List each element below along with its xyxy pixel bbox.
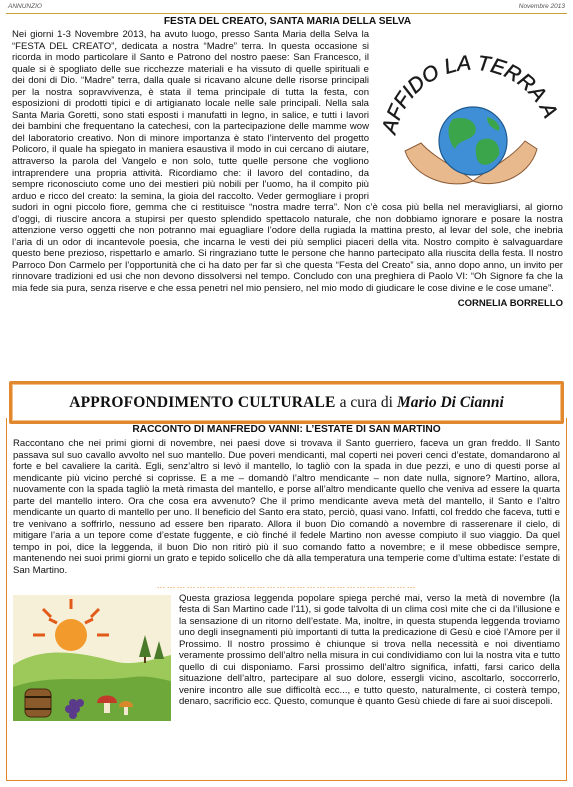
paragraph-1: Raccontano che nei primi giorni di novembre, nei paesi dove si trovava il Santo guerriero, faceva un gran freddo. Il Santo passava sul suo cavallo avvolto nel suo mantello. Due poveri mendicanti, mal coperti nei poveri cenci d’estate, domandarono al forte e bel cavaliere la carità. Egli, senz’altro si levò il mantello, lo tagliò con la spada in due pezzi, e uno di questi porse al mendicante più vicino perché si coprisse. E a me – domandò l’altro mendicante – non date nulla, signore? Martino, allora, nuovamente con la spada tagliò la metà rimasta del mantello, e porse all’altro mendicante quello che veniva ad essere la quarta parte del mantello intero. Ora che cosa era avvenuto? Che il primo mendicante aveva metà del mantello, il Santo e l’altro mendicante un quarto di mantello per uno. Il beneficio del Santo era stato, perciò, quasi vano. Infatti, col freddo che faceva, tutti e tre venivano a soffrirlo, nessuno ad essere ben riparato. Allora il buon Dio comandò a novembre di rasserenare il cielo, di mitigare l’aria a un tepore come d’estate fuggente, e ciò finché il fedele Martino non avesse compiuto il suo viaggio. Da quel tempo in poi, dice la leggenda, il buon Dio non ritirò più il suo comando fatto a novembre; e il mese obbedisce sempre, mantenendo nei suoi primi giorni un grato e tepido solicello che dà alla temperatura una temperie come d’ultima estate: l’estate di San Martino. (13, 438, 560, 577)
barrel-icon (25, 689, 51, 717)
article-body (12, 29, 563, 295)
article-estate-san-martino (6, 418, 567, 781)
article-body (13, 438, 560, 708)
banner-author: Mario Di Cianni (396, 393, 504, 411)
page-header (6, 3, 567, 14)
article-title: FESTA DEL CREATO, SANTA MARIA DELLA SELVA (163, 16, 412, 27)
header-left-label: ANNUNZIO (8, 3, 42, 10)
article-signature: CORNELIA BORRELLO (457, 297, 563, 309)
article-body-text: Nei giorni 1-3 Novembre 2013, ha avuto luogo, presso Santa Maria della Selva la “FESTA DEL CREATO”, dedicata a nostra “Madre” terra. In questa occasione si ricorda in modo particolare il Santo e Patrono del nostro paese: San Francesco, il quale si è spogliato delle sue ricchezze materiali e ha vissuto di quelle spirituali e dei doni di Dio. “Madre” terra, dalla quale si ricavano alcune delle risorse principali per la nostra sopravvivenza, è stata il tema principale di tutta la festa, con esposizioni di prodotti tipici e di artigianato locale nelle sale principali. Nella sala Santa Maria Goretti, sono stati esposti i manufatti in legno, in salice, e tutti i lavori dei bambini che frequentano la catechesi, con la partecipazione delle mamme wow del laboratorio creativo. Non di minore importanza è stato l’intervento del progetto Policoro, il quale ha spiegato in maniera esaustiva il modo in cui cercano di aiutare, attraverso la parola del Vangelo e non solo, tutte quelle persone che vogliono intraprendere una propria attività. Ricordiamo che: il lavoro del contadino, da sempre riconosciuto come uno dei mestieri più nobili per l’uomo, ha il compito più arduo e ricco del creato: la semina, la gioia del raccolto. Veder germogliare i propri sudori in ogni piccolo fiore, gemma che ci restituisce “nostra madre terra”. Non c’è cosa più bella nel meravigliarsi, al giorno d’oggi, di riuscire ancora a stupirsi per questo splendido spettacolo naturale, che non dobbiamo ignorare e posare la nostra attenzione verso oggetti che non potranno mai eguagliare l’odore della rugiada la mattina presto, al levar del sole, che inebria l’aria di un odor di incantevole poesia, che incarna le vesti dei più semplici piaceri della vita. Nostro compito è salvaguardare questo bene prezioso, rispettarlo e amarlo. Si ringraziano tutte le persone che hanno partecipato alla riuscita della festa. Il nostro Parroco Don Carmelo per l’opportunità che ci ha dato per far sì che questa “Festa del Creato” sia, anno dopo anno, un invito per rinnovare tradizioni ed usi che non devono dissolversi nel tempo. Concludo con una preghiera di Paolo VI: “Oh Signore fa che la mia fede sia pura, senza riserve e che essa penetri nel mio pensiero, nel mio modo di giudicare le cose divine e le cose umane”. (12, 29, 563, 295)
autumn-illustration (13, 595, 171, 721)
banner-connector: a cura di (339, 393, 393, 411)
logo-arc-text: AFFIDO LA TERRA A (377, 51, 562, 137)
article-title: RACCONTO DI MANFREDO VANNI: L’ESTATE DI SAN MARTINO (132, 424, 441, 435)
paragraph-2: Questa graziosa leggenda popolare spiega perché mai, verso la metà di novembre (la festa di San Martino cade l’11), si gode talvolta di un clima così mite che ci da l’illusione e la sensazione di un ritorno dell’estate. Ma, inoltre, in questa stupenda leggenda troviamo uno degli insegnamenti più importanti di tutta la predicazione di Gesù e cioè l’Amore per il Prossimo. Il nostro prossimo è chiunque si trova nella necessità e noi diventiamo veramente prossimo dell’altro nella misura in cui condividiamo con lui la nostra vita e tutto quello di cui disponiamo. Farsi prossimo dell’altro significa, infatti, farsi carico della situazione dell’altro, partecipare al suo dolore, essergli vicino, ascoltarlo, soccorrerlo, venire incontro alle sue difficoltà ecc..., e tutto questo, naturalmente, ci costerà tempo, denaro, sacrificio ecc. Questo, comunque è quanto Gesù chiede di fare ai suoi discepoli. (179, 592, 560, 708)
article-festa-del-creato (12, 16, 563, 309)
banner-title: APPROFONDIMENTO CULTURALE (69, 393, 336, 411)
dotted-divider: …………………………………………………………………… (156, 579, 417, 590)
earth-hands-logo (375, 31, 563, 191)
header-right-label: Novembre 2013 (518, 3, 565, 10)
